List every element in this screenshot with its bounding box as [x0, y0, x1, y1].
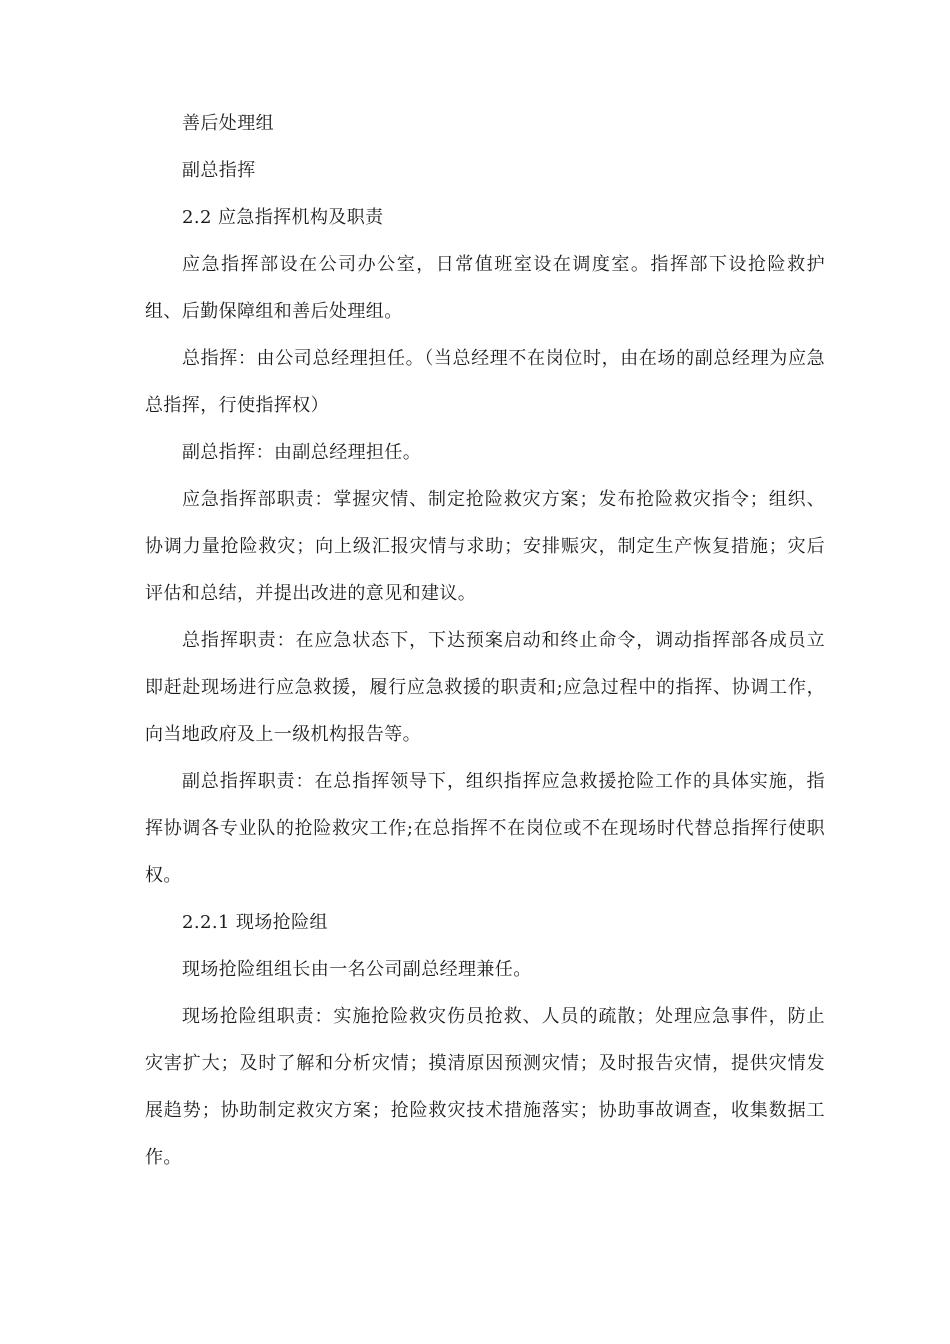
- paragraph-aftermath-team: 善后处理组: [182, 113, 274, 134]
- section-heading-2-2: 2.2 应急指挥机构及职责: [182, 207, 384, 228]
- paragraph-chief-commander: 总指挥：由公司总经理担任。（当总经理不在岗位时，由在场的副总经理为应急总指挥，行使指挥权）: [145, 348, 825, 416]
- paragraph-command-duties: 应急指挥部职责：掌握灾情、制定抢险救灾方案；发布抢险救灾指令；组织、协调力量抢险救灾；向上级汇报灾情与求助；安排赈灾，制定生产恢复措施；灾后评估和总结，并提出改进的意见和建议。: [145, 489, 825, 604]
- paragraph-rescue-leader: 现场抢险组组长由一名公司副总经理兼任。: [182, 959, 532, 980]
- paragraph-rescue-duties: 现场抢险组职责：实施抢险救灾伤员抢救、人员的疏散；处理应急事件，防止灾害扩大；及时了解和分析灾情；摸清原因预测灾情；及时报告灾情，提供灾情发展趋势；协助制定救灾方案；抢险救灾技术措施落实；协助事故调查，收集数据工作。: [145, 1006, 825, 1168]
- paragraph-deputy-commander: 副总指挥: [182, 160, 256, 181]
- paragraph-deputy-duties: 副总指挥职责：在总指挥领导下，组织指挥应急救援抢险工作的具体实施，指挥协调各专业队的抢险救灾工作;在总指挥不在岗位或不在现场时代替总指挥行使职权。: [145, 771, 825, 886]
- paragraph-deputy-commander-role: 副总指挥：由副总经理担任。: [182, 442, 422, 463]
- paragraph-command-office: 应急指挥部设在公司办公室，日常值班室设在调度室。指挥部下设抢险救护组、后勤保障组和善后处理组。: [145, 254, 825, 322]
- paragraph-chief-duties: 总指挥职责：在应急状态下，下达预案启动和终止命令，调动指挥部各成员立即赶赴现场进行应急救援，履行应急救援的职责和;应急过程中的指挥、协调工作，向当地政府及上一级机构报告等。: [145, 630, 825, 745]
- section-heading-2-2-1: 2.2.1 现场抢险组: [182, 912, 328, 933]
- document-body: [145, 100, 825, 1181]
